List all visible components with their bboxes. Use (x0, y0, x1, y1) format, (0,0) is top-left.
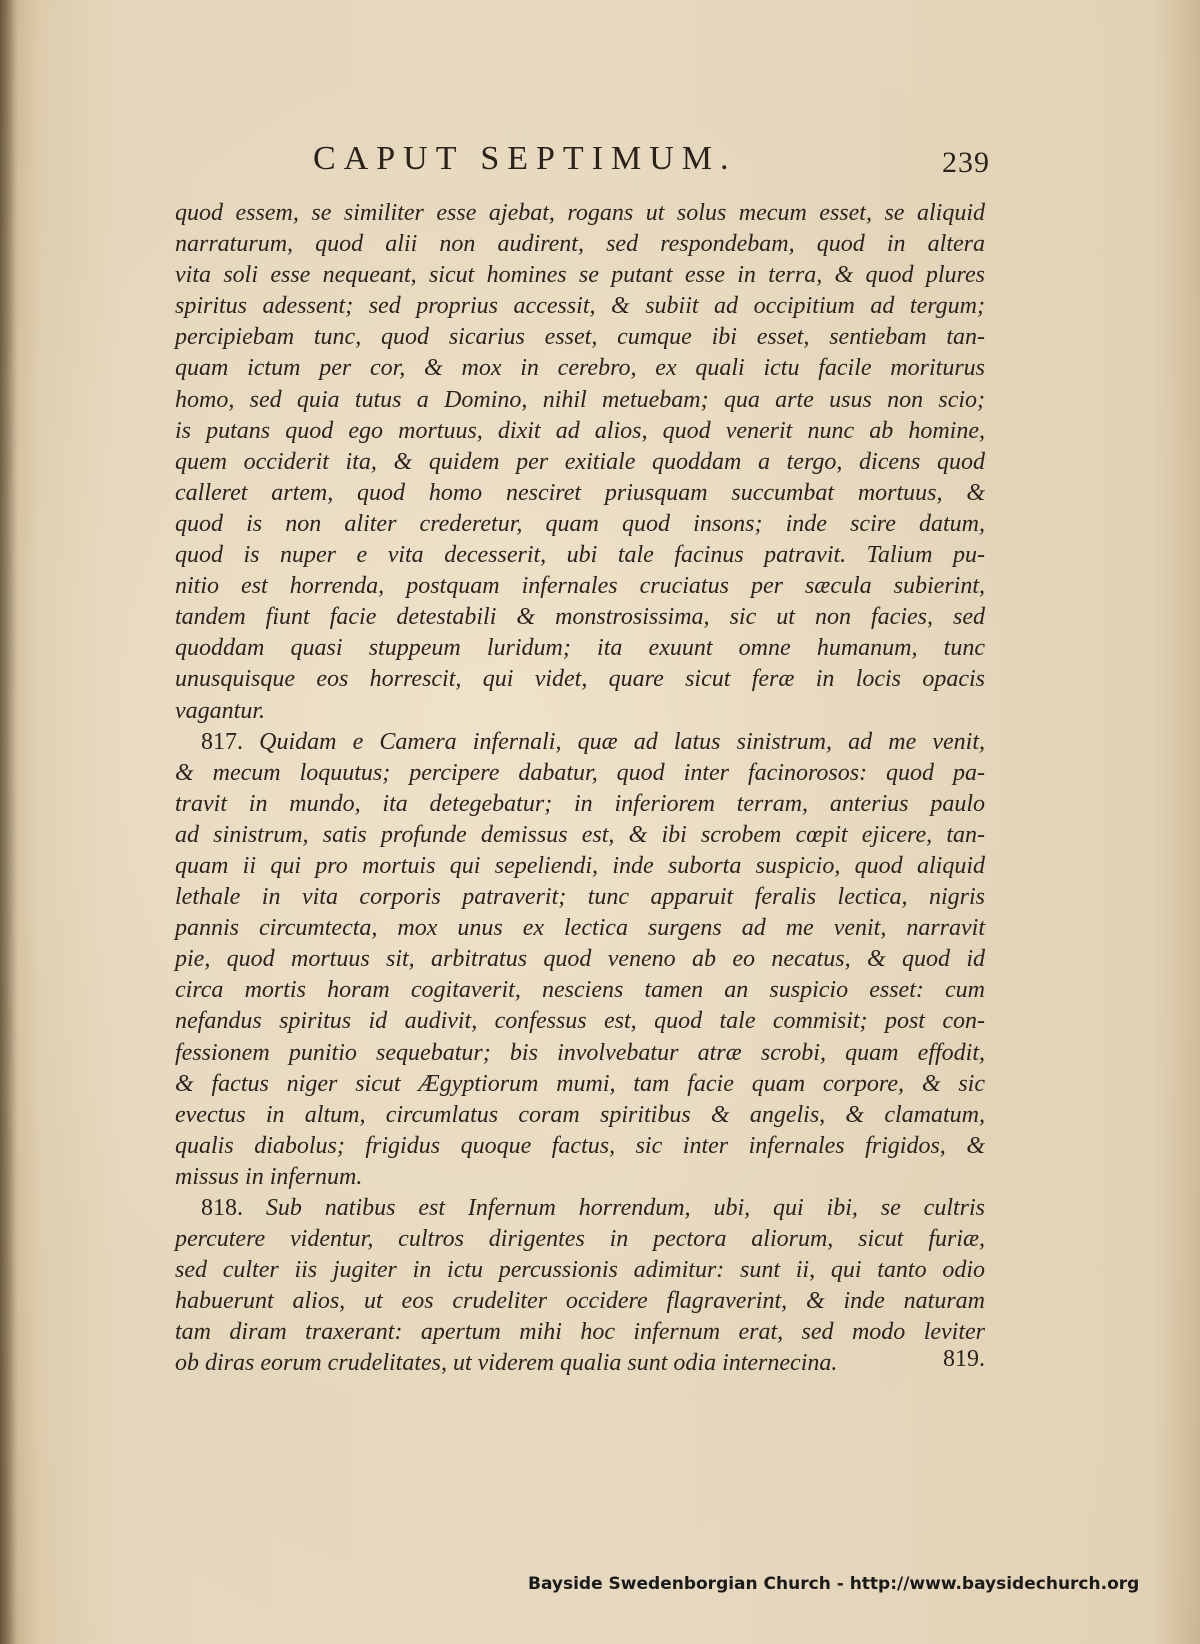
text-line: & mecum loquutus; percipere dabatur, quod inter facinorosos: quod pa- (175, 759, 985, 786)
paragraph-818-first-line (175, 1193, 985, 1224)
paragraph-text: Sub natibus est Infernum horrendum, ubi, qui ibi, se cultris (265, 1195, 985, 1221)
text-line: quam ii qui pro mortuis qui sepeliendi, inde suborta suspicio, quod aliquid (175, 852, 985, 879)
text-line: pie, quod mortuus sit, arbitratus quod veneno ab eo necatus, & quod id (175, 946, 985, 973)
text-line: quod is non aliter crederetur, quam quod insons; inde scire datum, (175, 510, 985, 537)
text-line: percutere videntur, cultros dirigentes in pectora aliorum, sicut furiæ, (175, 1226, 985, 1253)
text-line: vagantur. (175, 697, 265, 724)
text-line: ad sinistrum, satis profunde demissus est, & ibi scrobem cœpit ejicere, tan- (175, 821, 985, 848)
text-line: percipiebam tunc, quod sicarius esset, cumque ibi esset, sentiebam tan- (175, 324, 985, 351)
page-number: 239 (942, 146, 990, 179)
text-line: nefandus spiritus id audivit, confessus est, quod tale commisit; post con- (175, 1008, 985, 1035)
text-line: travit in mundo, ita detegebatur; in inferiorem terram, anterius paulo (175, 790, 985, 817)
catchword: 819. (943, 1346, 985, 1372)
text-line: habuerunt alios, ut eos crudeliter occidere flagraverint, & inde naturam (175, 1288, 985, 1315)
text-line: quod essem, se similiter esse ajebat, rogans ut solus mecum esset, se aliquid (175, 200, 985, 226)
text-line: evectus in altum, circumlatus coram spiritibus & angelis, & clamatum, (175, 1101, 985, 1128)
text-line: narraturum, quod alii non audirent, sed respondebam, quod in altera (175, 231, 985, 258)
text-line: missus in infernum. (175, 1163, 363, 1190)
text-line: & factus niger sicut Ægyptiorum mumi, tam facie quam corpore, & sic (175, 1070, 985, 1097)
paragraph-number: 817. (201, 728, 243, 755)
text-line: ob diras eorum crudelitates, ut viderem qualia sunt odia internecina. (175, 1350, 838, 1377)
paragraph-text: Quidam e Camera infernali, quæ ad latus sinistrum, ad me venit, (259, 728, 985, 755)
text-line: unusquisque eos horrescit, qui videt, quare sicut feræ in locis opacis (175, 666, 985, 693)
text-line: is putans quod ego mortuus, dixit ad alios, quod venerit nunc ab homine, (175, 417, 985, 444)
text-line: pannis circumtecta, mox unus ex lectica surgens ad me venit, narravit (175, 915, 985, 942)
text-line: sed culter iis jugiter in ictu percussionis adimitur: sunt ii, qui tanto odio (175, 1257, 985, 1284)
text-line: fessionem punitio sequebatur; bis involvebatur atræ scrobi, quam effodit, (175, 1039, 985, 1066)
spine-shadow (0, 0, 18, 1644)
paragraph-817-first-line (175, 727, 985, 758)
text-line: quod is nuper e vita decesserit, ubi tale facinus patravit. Talium pu- (175, 542, 985, 569)
text-line: quam ictum per cor, & mox in cerebro, ex quali ictu facile moriturus (175, 355, 985, 382)
text-line: quoddam quasi stuppeum luridum; ita exuunt omne humanum, tunc (175, 635, 985, 662)
text-line: qualis diabolus; frigidus quoque factus, sic inter infernales frigidos, & (175, 1132, 985, 1159)
text-line: lethale in vita corporis patraverit; tunc apparuit feralis lectica, nigris (175, 884, 985, 911)
text-line: circa mortis horam cogitaverit, nesciens tamen an suspicio esset: cum (175, 977, 985, 1004)
footer-credit: Bayside Swedenborgian Church - http://www.baysidechurch.org (528, 1574, 1140, 1594)
text-line: spiritus adessent; sed proprius accessit, & subiit ad occipitium ad tergum; (175, 293, 985, 320)
body-text (175, 198, 985, 1380)
paragraph-number: 818. (201, 1195, 243, 1221)
text-line: tandem fiunt facie detestabili & monstrosissima, sic ut non facies, sed (175, 604, 985, 631)
text-line: calleret artem, quod homo nesciret priusquam succumbat mortuus, & (175, 479, 985, 506)
text-line: nitio est horrenda, postquam infernales cruciatus per sæcula subierint, (175, 573, 985, 600)
page-header (180, 140, 1000, 190)
text-line: vita soli esse nequeant, sicut homines se putant esse in terra, & quod plures (175, 262, 985, 289)
text-line: quem occiderit ita, & quidem per exitiale quoddam a tergo, dicens quod (175, 448, 985, 475)
text-line: homo, sed quia tutus a Domino, nihil metuebam; qua arte usus non scio; (175, 386, 985, 413)
running-head: CAPUT SEPTIMUM. (313, 140, 737, 177)
text-line: tam diram traxerant: apertum mihi hoc infernum erat, sed modo leviter (175, 1319, 985, 1346)
